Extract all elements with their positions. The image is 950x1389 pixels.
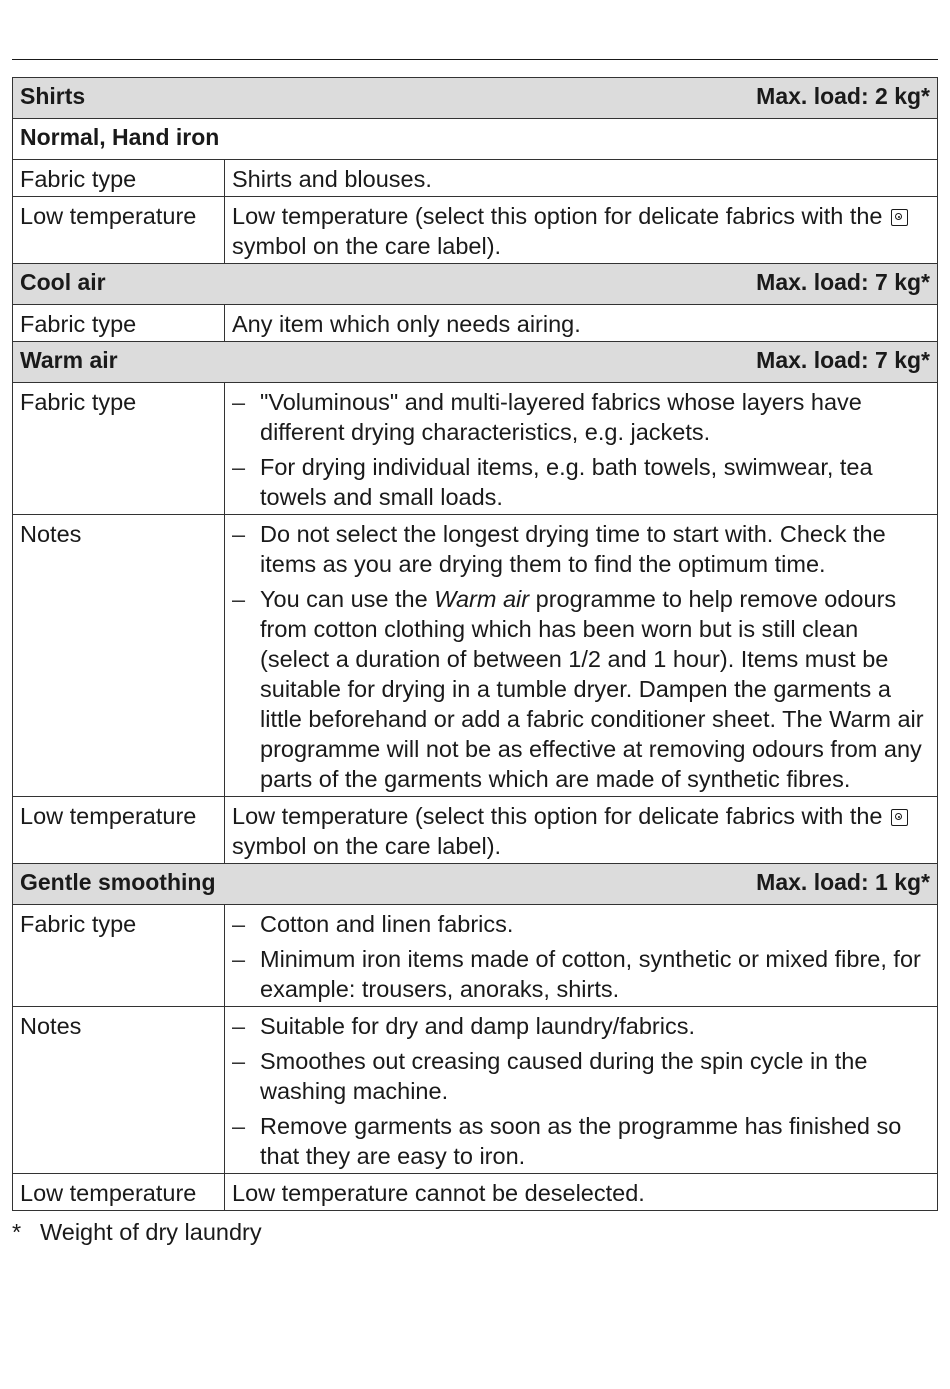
list-item: – Minimum iron items made of cotton, synthetic or mixed fibre, for example: trousers, anoraks, shirts.: [232, 944, 930, 1004]
list-item: [232, 584, 930, 794]
row-label: Low temperature: [20, 803, 197, 829]
section-header-cool-air: [13, 264, 938, 305]
max-load: Max. load: 7 kg*: [756, 269, 930, 295]
programme-name-emphasis: Warm air: [434, 586, 530, 612]
footnote-marker: *: [12, 1219, 22, 1245]
section-header-warm-air: [13, 342, 938, 383]
row-label: Fabric type: [20, 389, 137, 415]
row-label: Notes: [20, 521, 82, 547]
table-row: [13, 797, 938, 864]
row-label: Low temperature: [20, 203, 197, 229]
footnote: [12, 1217, 262, 1247]
list-item: – Smoothes out creasing caused during the spin cycle in the washing machine.: [232, 1046, 930, 1106]
row-text: Any item which only needs airing.: [232, 311, 581, 337]
top-rule: [12, 59, 938, 60]
row-label: Low temperature: [20, 1180, 197, 1206]
care-symbol-icon: [891, 809, 908, 826]
section-title: Warm air: [20, 347, 118, 373]
footnote-text: Weight of dry laundry: [40, 1219, 262, 1245]
note-text-before: You can use the: [260, 586, 428, 612]
row-text-after: symbol on the care label).: [232, 833, 502, 859]
list-item: – Do not select the longest drying time to start with. Check the items as you are drying them to find the optimum time.: [232, 519, 930, 579]
table-row: [13, 160, 938, 197]
section-subtitle-row: [13, 119, 938, 160]
bullet-list: [232, 1011, 930, 1171]
table-row: [13, 305, 938, 342]
row-text: Shirts and blouses.: [232, 166, 432, 192]
bullet-list: [232, 909, 930, 1004]
row-label: Fabric type: [20, 166, 137, 192]
section-title: Cool air: [20, 269, 106, 295]
table-row: [13, 1007, 938, 1174]
bullet-list: [232, 519, 930, 794]
programme-table: [12, 77, 938, 1211]
list-item: – Cotton and linen fabrics.: [232, 909, 930, 939]
max-load: Max. load: 2 kg*: [756, 83, 930, 109]
list-item: – Remove garments as soon as the programme has finished so that they are easy to iron.: [232, 1111, 930, 1171]
row-label: Fabric type: [20, 311, 137, 337]
row-text-after: symbol on the care label).: [232, 233, 502, 259]
care-symbol-icon: [891, 209, 908, 226]
table-row: [13, 383, 938, 515]
list-item: – For drying individual items, e.g. bath towels, swimwear, tea towels and small loads.: [232, 452, 930, 512]
section-title: Shirts: [20, 83, 86, 109]
list-item: – "Voluminous" and multi-layered fabrics whose layers have different drying characteristics, e.g. jackets.: [232, 387, 930, 447]
bullet-list: [232, 387, 930, 512]
max-load: Max. load: 7 kg*: [756, 347, 930, 373]
row-label: Notes: [20, 1013, 82, 1039]
row-text-before: Low temperature (select this option for delicate fabrics with the: [232, 803, 883, 829]
row-label: Fabric type: [20, 911, 137, 937]
table-row: [13, 1174, 938, 1211]
section-subtitle: Normal, Hand iron: [20, 124, 220, 150]
row-text-before: Low temperature (select this option for delicate fabrics with the: [232, 203, 883, 229]
section-title: Gentle smoothing: [20, 869, 216, 895]
section-header-gentle-smoothing: [13, 864, 938, 905]
row-text: Low temperature cannot be deselected.: [232, 1180, 645, 1206]
table-row: [13, 905, 938, 1007]
section-header-shirts: [13, 78, 938, 119]
table-row: [13, 197, 938, 264]
table-row: [13, 515, 938, 797]
note-text-after: programme to help remove odours from cotton clothing which has been worn but is still clean (select a duration of between 1/2 and 1 hour). Items must be suitable for drying in a tumble dryer. Dampen the garments a little beforehand or add a fabric conditioner sheet. The Warm air programme will not be as effective at removing odours from any parts of the garments which are made of synthetic fibres.: [260, 586, 924, 792]
list-item: – Suitable for dry and damp laundry/fabrics.: [232, 1011, 930, 1041]
max-load: Max. load: 1 kg*: [756, 869, 930, 895]
